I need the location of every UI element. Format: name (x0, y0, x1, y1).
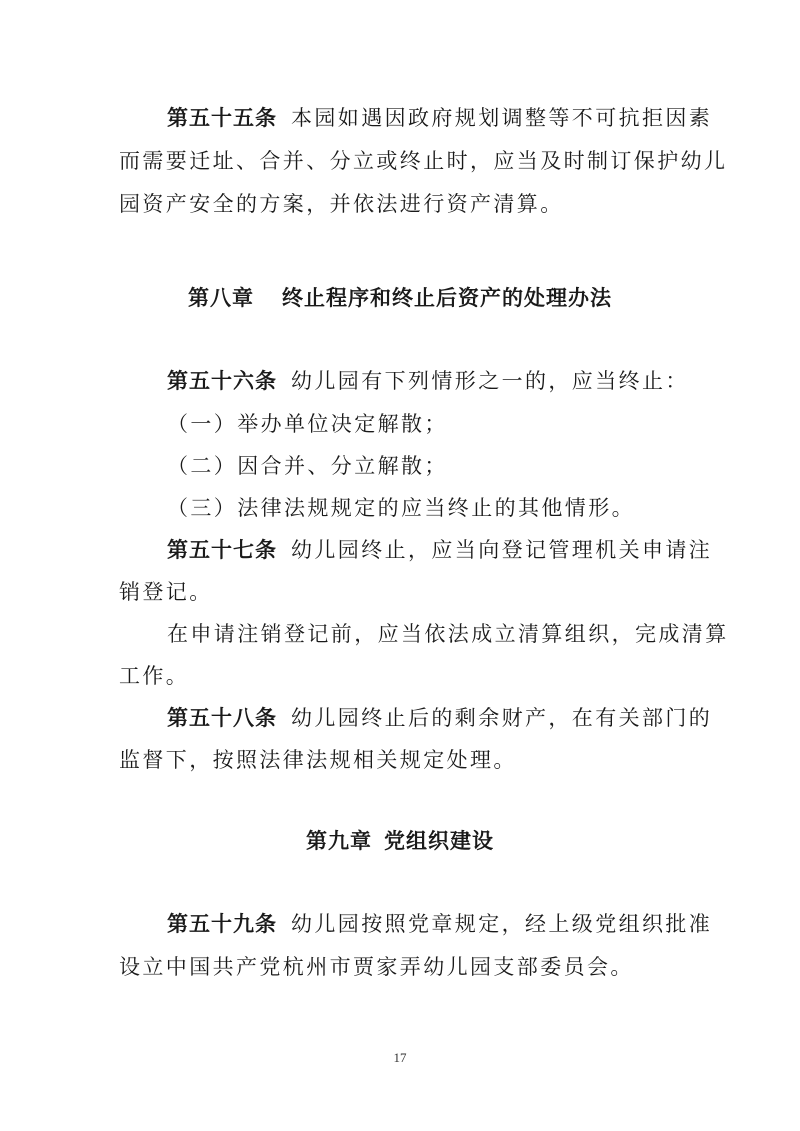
chapter-9-heading (0, 826, 800, 856)
article-55-line-1 (167, 103, 767, 133)
article-58-line-1 (167, 703, 767, 733)
article-58-text-1: 幼儿园终止后的剩余财产，在有关部门的 (291, 706, 713, 730)
article-56-line-1 (167, 366, 767, 396)
article-56-item-2: （二）因合并、分立解散； (167, 454, 448, 478)
chapter-8-name: 终止程序和终止后资产的处理办法 (282, 286, 612, 310)
article-56-title: 第五十六条 (167, 369, 277, 393)
article-56-item-1: （一）举办单位决定解散； (167, 412, 448, 436)
article-59-text-1: 幼儿园按照党章规定，经上级党组织批准 (291, 912, 713, 936)
article-58-line-2: 监督下，按照法律法规相关规定处理。 (119, 748, 517, 772)
article-57-line-2: 销登记。 (119, 580, 213, 604)
article-55-line-2: 而需要迁址、合并、分立或终止时，应当及时制订保护幼儿 (119, 149, 728, 173)
article-55-text-1: 本园如遇因政府规划调整等不可抗拒因素 (291, 106, 713, 130)
article-57-title: 第五十七条 (167, 538, 277, 562)
article-59-title: 第五十九条 (167, 912, 277, 936)
article-57-line-1 (167, 535, 767, 565)
article-57-text-1: 幼儿园终止，应当向登记管理机关申请注 (291, 538, 713, 562)
article-58-title: 第五十八条 (167, 706, 277, 730)
article-57-para2-line-2: 工作。 (119, 664, 190, 688)
chapter-9-number: 第九章 (306, 829, 372, 853)
chapter-9-name: 党组织建设 (384, 829, 494, 853)
article-55-title: 第五十五条 (167, 106, 277, 130)
article-57-para2-line-1: 在申请注销登记前，应当依法成立清算组织，完成清算 (167, 622, 729, 646)
article-55-line-3: 园资产安全的方案，并依法进行资产清算。 (119, 192, 564, 216)
chapter-8-number: 第八章 (188, 286, 254, 310)
page-number: 17 (393, 1050, 407, 1065)
chapter-8-heading (0, 283, 800, 313)
article-56-text-1: 幼儿园有下列情形之一的，应当终止： (291, 369, 689, 393)
article-59-line-1 (167, 909, 767, 939)
article-56-item-3: （三）法律法规规定的应当终止的其他情形。 (167, 496, 635, 520)
article-59-line-2: 设立中国共产党杭州市贾家弄幼儿园支部委员会。 (119, 955, 634, 979)
